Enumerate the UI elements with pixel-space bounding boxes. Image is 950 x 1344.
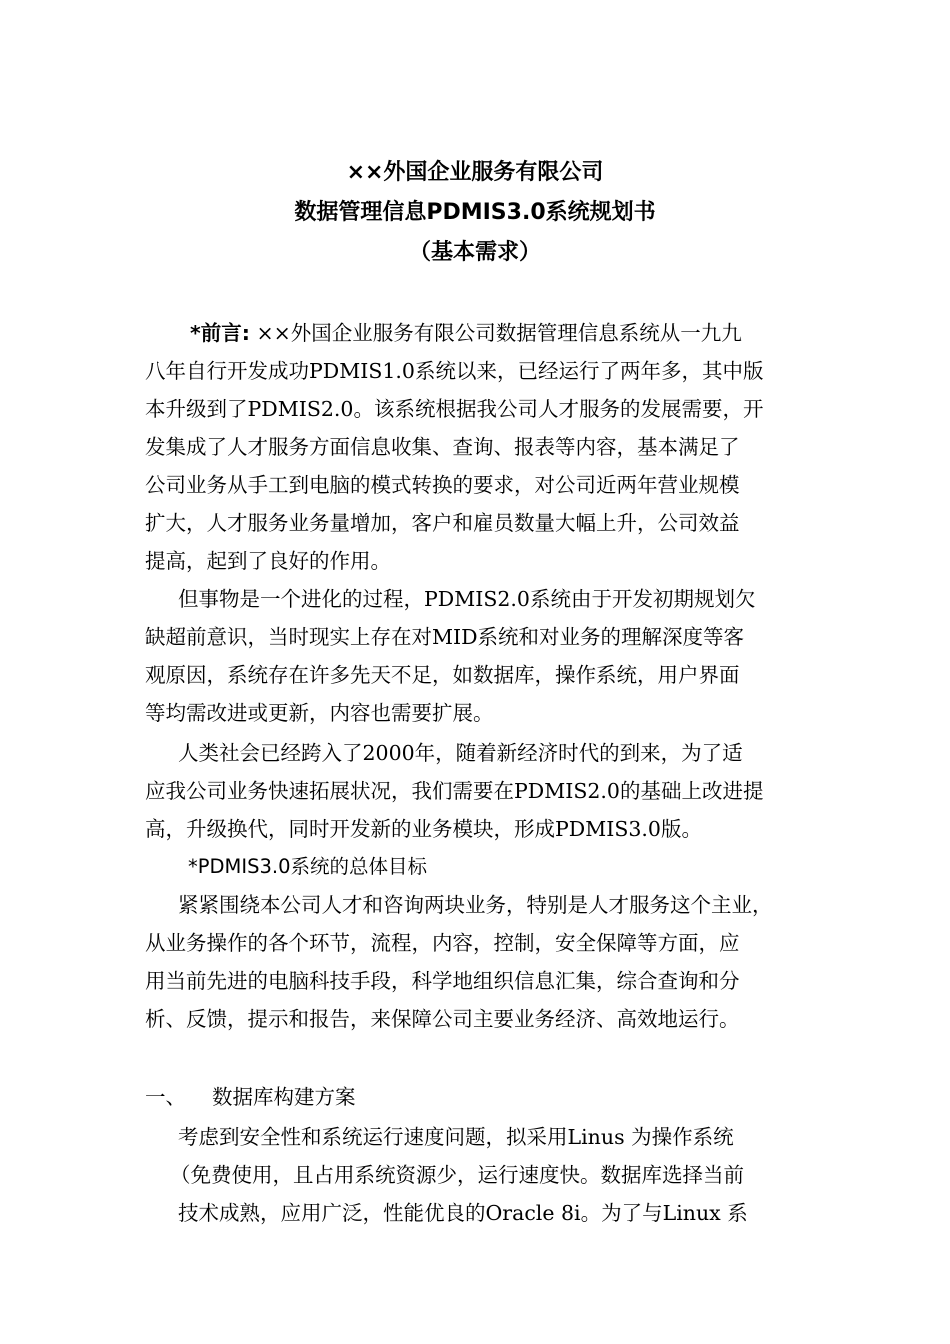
- section1-line-1: 考虑到安全性和系统运行速度问题，拟采用Linus 为操作系统: [178, 1125, 734, 1149]
- preface-label: *前言:: [190, 321, 250, 345]
- goal-line-3: 用当前先进的电脑科技手段，科学地组织信息汇集，综合查询和分: [145, 969, 740, 993]
- goal-line-2: 从业务操作的各个环节，流程，内容，控制，安全保障等方面，应: [145, 931, 740, 955]
- preface-line-3: 本升级到了PDMIS2.0。该系统根据我公司人才服务的发展需要，开: [145, 397, 764, 421]
- preface-line-5: 公司业务从手工到电脑的模式转换的要求，对公司近两年营业规模: [145, 473, 740, 497]
- para2-line-1: 但事物是一个进化的过程，PDMIS2.0系统由于开发初期规划欠: [178, 587, 756, 611]
- title-subtitle: （基本需求）: [408, 240, 541, 265]
- title-document: 数据管理信息PDMIS3.0系统规划书: [294, 200, 656, 225]
- goal-line-4: 析、反馈，提示和报告，来保障公司主要业务经济、高效地运行。: [145, 1007, 740, 1031]
- para3-line-3: 高，升级换代，同时开发新的业务模块，形成PDMIS3.0版。: [145, 817, 702, 841]
- section1-number: 一、: [145, 1085, 186, 1109]
- para2-line-4: 等均需改进或更新，内容也需要扩展。: [145, 701, 494, 725]
- preface-line-4: 发集成了人才服务方面信息收集、查询、报表等内容，基本满足了: [145, 435, 740, 459]
- para2-line-3: 观原因，系统存在许多先天不足，如数据库，操作系统，用户界面: [145, 663, 740, 687]
- preface-line-6: 扩大，人才服务业务量增加，客户和雇员数量大幅上升，公司效益: [145, 511, 740, 535]
- goal-heading: *PDMIS3.0系统的总体目标: [188, 855, 427, 878]
- para3-line-2: 应我公司业务快速拓展状况，我们需要在PDMIS2.0的基础上改进提: [145, 779, 764, 803]
- para2-line-2: 缺超前意识，当时现实上存在对MID系统和对业务的理解深度等客: [145, 625, 745, 649]
- section1-line-2: （免费使用，且占用系统资源少，运行速度快。数据库选择当前: [170, 1163, 744, 1187]
- preface-line-2: 八年自行开发成功PDMIS1.0系统以来，已经运行了两年多，其中版: [145, 359, 764, 383]
- goal-line-1: 紧紧围绕本公司人才和咨询两块业务，特别是人才服务这个主业，: [178, 893, 773, 917]
- para3-line-1: 人类社会已经跨入了2000年，随着新经济时代的到来，为了适: [178, 741, 743, 765]
- preface-line-7: 提高，起到了良好的作用。: [145, 549, 391, 573]
- title-company: ××外国企业服务有限公司: [346, 160, 604, 185]
- preface-line-1: *前言: ××外国企业服务有限公司数据管理信息系统从一九九: [190, 321, 742, 345]
- section1-heading: 数据库构建方案: [212, 1085, 356, 1109]
- section1-line-3: 技术成熟，应用广泛，性能优良的Oracle 8i。为了与Linux 系: [178, 1201, 748, 1225]
